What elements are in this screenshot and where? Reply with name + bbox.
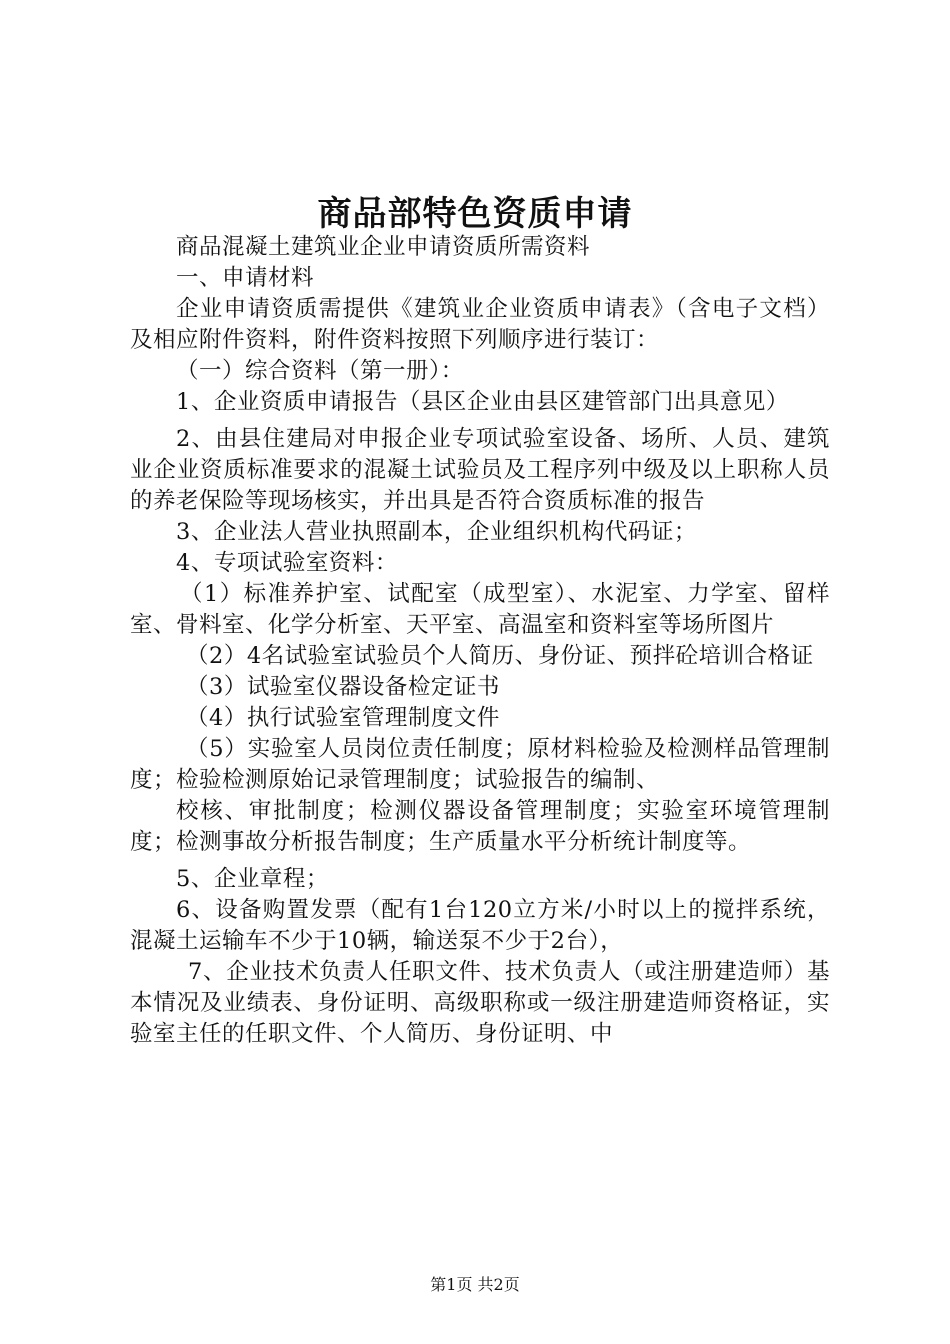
paragraph-subitem-2: （2）4名试验室试验员个人简历、身份证、预拌砼培训合格证 — [186, 643, 814, 669]
paragraph-subitem-3: （3）试验室仪器设备检定证书 — [186, 674, 500, 700]
paragraph-intro: 商品混凝土建筑业企业申请资质所需资料 — [176, 234, 591, 260]
paragraph-item-2: 2、由县住建局对申报企业专项试验室设备、场所、人员、建筑业企业资质标准要求的混凝土试验员及工程序列中级及以上职称人员的养老保险等现场核实，并出具是否符合资质标准的报告 — [130, 426, 830, 514]
paragraph-subsection-heading: （一）综合资料（第一册）： — [176, 358, 464, 384]
paragraph-section-heading: 一、申请材料 — [176, 265, 315, 291]
paragraph-requirements: 企业申请资质需提供《建筑业企业资质申请表》（含电子文档）及相应附件资料，附件资料按照下列顺序进行装订： — [130, 296, 830, 353]
paragraph-subitem-5: （5）实验室人员岗位责任制度；原材料检验及检测样品管理制度；检验检测原始记录管理制度；试验报告的编制、 — [130, 736, 830, 793]
paragraph-item-4: 4、专项试验室资料： — [176, 550, 398, 576]
paragraph-item-5: 5、企业章程； — [176, 866, 329, 892]
paragraph-item-6: 6、设备购置发票（配有1台120立方米/小时以上的搅拌系统，混凝土运输车不少于10辆，输送泵不少于2台）， — [130, 897, 830, 954]
paragraph-item-3: 3、企业法人营业执照副本，企业组织机构代码证； — [176, 519, 697, 545]
paragraph-item-1: 1、企业资质申请报告（县区企业由县区建管部门出具意见） — [176, 389, 789, 415]
paragraph-subitem-5-continued: 校核、审批制度；检测仪器设备管理制度；实验室环境管理制度；检测事故分析报告制度；生产质量水平分析统计制度等。 — [130, 798, 830, 855]
paragraph-subitem-4: （4）执行试验室管理制度文件 — [186, 705, 500, 731]
page-number-footer: 第1页 共2页 — [430, 1275, 520, 1294]
paragraph-subitem-1: （1）标准养护室、试配室（成型室）、水泥室、力学室、留样室、骨料室、化学分析室、天平室、高温室和资料室等场所图片 — [130, 581, 830, 638]
document-body — [130, 232, 830, 1050]
document-title: 商品部特色资质申请 — [317, 194, 633, 234]
paragraph-item-7: 7、企业技术负责人任职文件、技术负责人（或注册建造师）基本情况及业绩表、身份证明、高级职称或一级注册建造师资格证，实验室主任的任职文件、个人简历、身份证明、中 — [130, 959, 830, 1047]
